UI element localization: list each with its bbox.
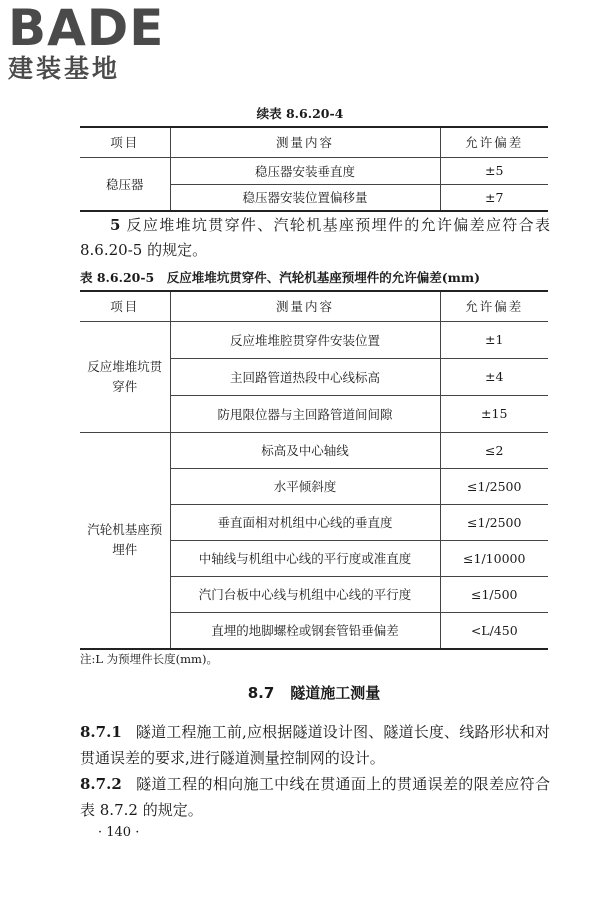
page-number: · 140 ·: [98, 825, 140, 840]
header-content: 测量内容: [170, 127, 440, 157]
clause-8-7-1: [80, 719, 550, 771]
content-cell: 水平倾斜度: [170, 468, 440, 504]
table-row: [80, 432, 548, 468]
content-cell: 反应堆堆腔贯穿件安装位置: [170, 321, 440, 358]
tolerance-cell: ≤1/10000: [440, 540, 548, 576]
header-content: 测量内容: [170, 291, 440, 321]
logo-subtitle: 建装基地: [8, 54, 121, 83]
tolerance-cell: ≤1/2500: [440, 468, 548, 504]
content-cell: 垂直面相对机组中心线的垂直度: [170, 504, 440, 540]
tolerance-cell: ≤2: [440, 432, 548, 468]
header-tolerance: 允许偏差: [440, 291, 548, 321]
table-header-row: [80, 127, 548, 157]
content-cell: 主回路管道热段中心线标高: [170, 358, 440, 395]
content-cell: 防甩限位器与主回路管道间间隙: [170, 395, 440, 432]
group-cell-reactor: 反应堆堆坑贯穿件: [80, 321, 170, 432]
content-cell: 直埋的地脚螺栓或钢套管铅垂偏差: [170, 612, 440, 649]
table-header-row: [80, 291, 548, 321]
section-heading: [80, 682, 548, 703]
tolerance-cell: ±4: [440, 358, 548, 395]
group-cell: 稳压器: [80, 157, 170, 211]
paragraph-5: [80, 213, 550, 263]
table-8-6-20-5: [80, 290, 548, 650]
table-row: [80, 157, 548, 184]
tolerance-cell: ±5: [440, 157, 548, 184]
table-caption: 表 8.6.20-5 反应堆堆坑贯穿件、汽轮机基座预埋件的允许偏差(mm): [80, 270, 481, 285]
table-row: [80, 321, 548, 358]
tolerance-cell: ≤1/500: [440, 576, 548, 612]
table-caption-continued: 续表 8.6.20-4: [256, 106, 344, 121]
group-cell-turbine: 汽轮机基座预埋件: [80, 432, 170, 649]
section-title: 隧道施工测量: [290, 684, 381, 702]
table-continued-8-6-20-4: [80, 126, 548, 212]
clause-number: 8.7.1: [80, 723, 122, 741]
section-number: 8.7: [247, 684, 275, 702]
tolerance-cell: ±15: [440, 395, 548, 432]
logo-word: BADE: [8, 0, 165, 57]
logo: [8, 0, 165, 84]
paragraph-text: 反应堆堆坑贯穿件、汽轮机基座预埋件的允许偏差应符合表 8.6.20-5 的规定。: [80, 216, 550, 259]
content-cell: 中轴线与机组中心线的平行度或准直度: [170, 540, 440, 576]
clause-text: 隧道工程的相向施工中线在贯通面上的贯通误差的限差应符合表 8.7.2 的规定。: [80, 775, 550, 819]
clause-text: 隧道工程施工前,应根据隧道设计图、隧道长度、线路形状和对贯通误差的要求,进行隧道测量控制网的设计。: [80, 723, 550, 767]
tolerance-cell: ±1: [440, 321, 548, 358]
header-tolerance: 允许偏差: [440, 127, 548, 157]
table-note: 注:L 为预埋件长度(mm)。: [80, 652, 218, 666]
header-item: 项目: [80, 127, 170, 157]
content-cell: 标高及中心轴线: [170, 432, 440, 468]
content-cell: 汽门台板中心线与机组中心线的平行度: [170, 576, 440, 612]
tolerance-cell: ±7: [440, 184, 548, 211]
paragraph-number: 5: [110, 216, 121, 234]
clause-8-7-2: [80, 771, 550, 823]
content-cell: 稳压器安装垂直度: [170, 157, 440, 184]
clause-number: 8.7.2: [80, 775, 122, 793]
content-cell: 稳压器安装位置偏移量: [170, 184, 440, 211]
tolerance-cell: ≤1/2500: [440, 504, 548, 540]
tolerance-cell: <L/450: [440, 612, 548, 649]
header-item: 项目: [80, 291, 170, 321]
